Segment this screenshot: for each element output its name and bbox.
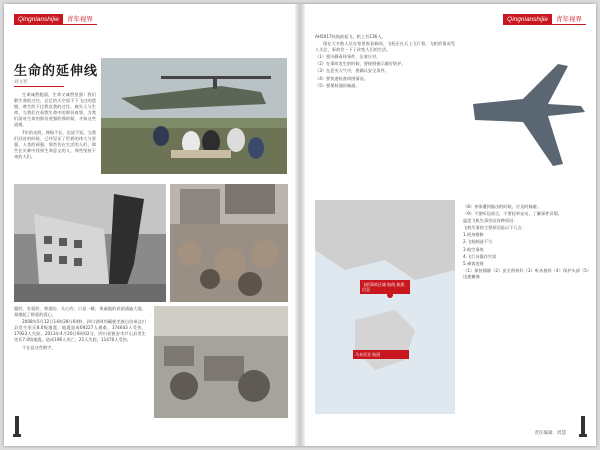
map-label: 马来西亚 航班 [353, 350, 409, 359]
left-bottom-text [14, 306, 146, 418]
title-rule [14, 86, 64, 87]
list-item: 3.航空事故 [463, 246, 484, 252]
list-item: （4）要快速检查周围情况。 [315, 75, 368, 81]
paragraph: 题的、有爱的、尊重的、关心的、只是一瞬，黄遍地的哀恸涌遍大地，却激起了绵延的爱心。 [14, 306, 146, 318]
list-item: （5）要保持通讯畅通。 [315, 82, 360, 88]
paragraph: 飞机失事的主要原因是以下几点： [463, 225, 526, 231]
section-label: 青年视界 [552, 14, 586, 25]
paragraph: 2008年5月12日14时28分04秒，四川省阿坝藏族羌族自治州汶川县发生里氏8.0级地震，地震造成69227人遇难，374643人受伤，17923人失踪。2013年4月20日8时02分，四川省雅安市芦山县发生里氏7.0级地震，造成196人死亡，21人失踪，11470人受伤。 [14, 319, 146, 343]
magazine-spread [4, 4, 596, 446]
paragraph: 现在大多数人还在家里收看新闻，飞机还在天上飞行着，飞机的情况受人关注，事故会一下子改变人们的生活。 [315, 41, 455, 53]
paragraph: （9）不要听信谣言，不要轻举妄动，了解事件详情。 [463, 211, 562, 217]
left-page [4, 4, 295, 446]
list-item: 1.机身维修 [463, 232, 484, 238]
paragraph: 不在意这些数字， [22, 344, 56, 350]
paragraph: 7年的光阴，弹指不长，也说不短，当我们回首的时候，已经见证了世界的伟大与坚强，人类的顽强，那些仍在生活的人们，那些在灾难中找到生命意义的人，那些坚持下来的人们。 [14, 129, 96, 159]
page-gutter [295, 4, 305, 446]
right-column-text-2 [463, 204, 589, 414]
flight-map [315, 200, 455, 414]
magazine-name: Qingnianshijie [14, 14, 63, 25]
paragraph: 生命诚然脆弱，生命又诚然坚强！我们敬生命的过往，记忆的天空留不下飞过的遗憾，尊生的下过我哀我的过往。痛失人与生命，当我们在看我生命中的那份真挚，当我们面对生命的那份坚强的那时候，才知这些道理。 [14, 92, 96, 128]
list-item: 2.飞机制造不当 [463, 239, 493, 245]
editor-note: 责任编辑：周慧 [534, 431, 566, 436]
airplane-wordcloud [463, 54, 589, 184]
magazine-name: Qingnianshijie [503, 14, 552, 25]
ruins-photo [154, 306, 288, 418]
list-item: （1）要冷静看待事件，沉着应对。 [315, 54, 381, 60]
rescue-photo [101, 58, 287, 174]
right-page [305, 4, 596, 446]
rubble-photo [170, 184, 288, 302]
map-label: 飞机事故区域 航线 航班信息 [360, 280, 410, 294]
list-item: 4.飞行员操作失误 [463, 253, 497, 259]
article-title: 生命的延伸线 [14, 64, 99, 79]
section-label: 青年视界 [63, 14, 97, 25]
list-item: （2）在事故发生的时候，要按照指示做好防护。 [315, 61, 406, 67]
magazine-header [503, 14, 586, 25]
paragraph: 温度飞机失事会因各种原因： [463, 218, 518, 224]
article-author: 刘文智 [14, 80, 28, 85]
magazine-header [14, 14, 97, 25]
left-column-text [14, 92, 96, 180]
tower-icon [12, 414, 22, 438]
collapsed-building-photo [14, 184, 166, 302]
tower-icon [578, 414, 588, 438]
paragraph: （8）身体遭到撞击的时候，应及时躲避。 [463, 204, 542, 209]
paragraph: （1）保持镇静（2）安全带扣好（3）听从指挥（4）保护头部（5）迅速撤离 [463, 267, 589, 279]
list-item: （3）在恶劣天气中，要确认安全条件。 [315, 68, 389, 74]
paragraph: AH5017执航前起飞，机上有136人。 [315, 34, 386, 39]
right-column-text [315, 34, 455, 194]
list-item: 5.乘客违规 [463, 260, 484, 266]
